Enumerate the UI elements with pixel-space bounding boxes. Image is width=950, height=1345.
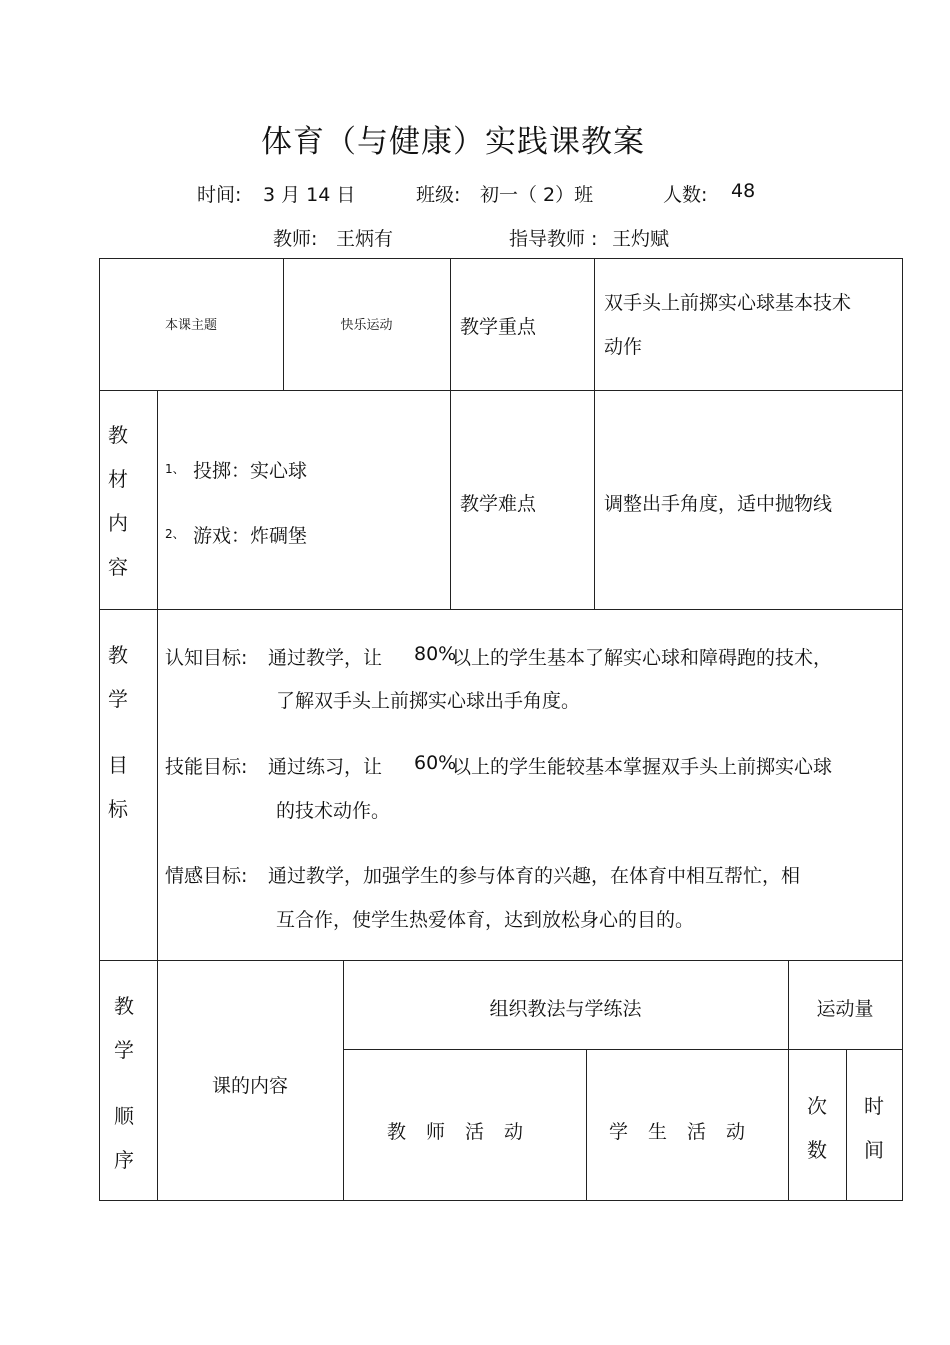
material-item-number: 2、	[165, 527, 185, 541]
method-header: 组织教法与学练法	[489, 998, 642, 1020]
label-char: 序	[114, 1148, 134, 1172]
order-label	[104, 984, 144, 1182]
table-border-right	[902, 258, 903, 1201]
goal-cognitive-label: 认知目标:	[165, 647, 248, 669]
col-divider	[450, 258, 451, 610]
time-label: 时间:	[197, 184, 242, 206]
label-char: 次	[807, 1094, 827, 1118]
goal-cognitive-text: 了解双手头上前掷实心球出手角度。	[276, 690, 581, 712]
col-divider	[594, 258, 595, 610]
goal-skill-label: 技能目标:	[165, 756, 248, 778]
label-char: 数	[807, 1138, 827, 1162]
class-label: 班级:	[416, 184, 461, 206]
goal-emotional-text: 通过教学，加强学生的参与体育的兴趣，在体育中相互帮忙，相	[268, 865, 801, 887]
difficulty-value: 调整出手角度，适中抛物线	[604, 493, 833, 515]
label-char: 学	[108, 687, 128, 711]
label-char: 内	[108, 511, 128, 535]
goal-emotional-label: 情感目标:	[165, 865, 248, 887]
class-value: 初一（ 2）班	[480, 184, 594, 206]
table-border-top	[99, 258, 903, 259]
difficulty-label: 教学难点	[460, 493, 537, 515]
material-label	[98, 413, 138, 589]
goal-emotional-text: 互合作，使学生热爱体育，达到放松身心的目的。	[276, 909, 695, 931]
key-point-label: 教学重点	[460, 316, 537, 338]
load-header: 运动量	[816, 998, 874, 1020]
goal-skill-text: 的技术动作。	[276, 800, 391, 822]
goal-cognitive-percent: 80%	[414, 643, 457, 665]
count-value: 48	[731, 180, 756, 202]
lesson-content-header: 课的内容	[211, 1075, 288, 1097]
label-char: 材	[108, 467, 128, 491]
label-char: 教	[108, 643, 128, 667]
goal-cognitive-text: 以上的学生基本了解实心球和障碍跑的技术，	[452, 647, 833, 669]
goal-cognitive-text: 通过教学，让	[268, 647, 383, 669]
row-divider	[343, 1049, 903, 1050]
teacher-label: 教师:	[273, 228, 318, 250]
guide-label: 指导教师 :	[509, 228, 598, 250]
topic-label: 本课主题	[164, 318, 217, 333]
goal-skill-text: 以上的学生能较基本掌握双手头上前掷实心球	[452, 756, 833, 778]
material-item: 游戏：炸碉堡	[193, 525, 308, 547]
label-char: 标	[108, 797, 128, 821]
teacher-activity-header: 教师活动	[387, 1121, 544, 1143]
label-char: 时	[864, 1094, 884, 1118]
duration-header	[854, 1084, 894, 1172]
row-divider	[99, 609, 903, 610]
label-char: 教	[108, 423, 128, 447]
material-item-number: 1、	[165, 462, 185, 476]
label-char: 容	[108, 555, 128, 579]
label-char: 间	[864, 1138, 884, 1162]
row-divider	[99, 960, 903, 961]
times-header	[797, 1084, 837, 1172]
label-char: 学	[114, 1038, 134, 1062]
label-char: 教	[114, 994, 134, 1018]
col-divider	[586, 1049, 587, 1201]
time-value: 3 月 14 日	[263, 184, 356, 206]
goal-skill-percent: 60%	[414, 752, 457, 774]
row-divider	[99, 390, 903, 391]
teacher-value: 王炳有	[336, 228, 394, 250]
page-title: 体育（与健康）实践课教案	[261, 124, 645, 160]
goal-label	[98, 633, 138, 831]
label-char: 顺	[114, 1104, 134, 1128]
student-activity-header: 学生活动	[609, 1121, 766, 1143]
goal-skill-text: 通过练习，让	[268, 756, 383, 778]
count-label: 人数:	[663, 184, 708, 206]
table-border-bottom	[99, 1200, 903, 1201]
label-char: 目	[108, 753, 128, 777]
topic-value: 快乐运动	[340, 318, 393, 333]
guide-value: 王灼赋	[612, 228, 670, 250]
material-item: 投掷：实心球	[193, 460, 308, 482]
col-divider	[846, 1049, 847, 1201]
key-point-line2: 动作	[604, 336, 643, 358]
key-point-line1: 双手头上前掷实心球基本技术	[604, 292, 852, 314]
